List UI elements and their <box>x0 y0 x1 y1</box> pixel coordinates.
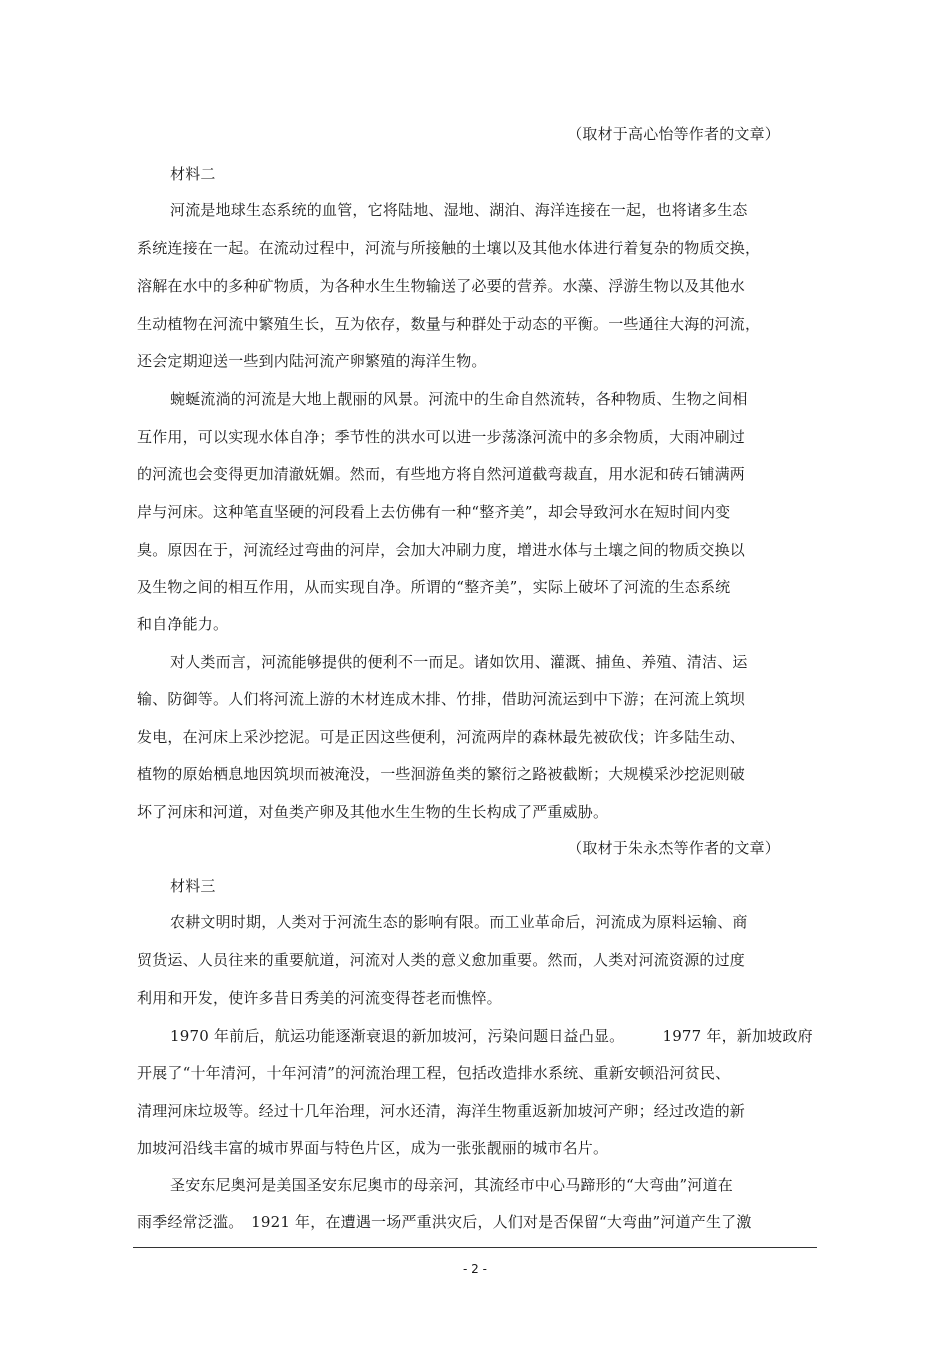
footer-divider <box>133 1247 817 1248</box>
paragraph-line: 利用和开发，使许多昔日秀美的河流变得苍老而憔悴。 <box>137 989 502 1007</box>
material-3-heading: 材料三 <box>170 877 216 895</box>
paragraph-line: 贸货运、人员往来的重要航道，河流对人类的意义愈加重要。然而，人类对河流资源的过度 <box>137 951 746 969</box>
paragraph-line: 蜿蜒流淌的河流是大地上靓丽的风景。河流中的生命自然流转，各种物质、生物之间相 <box>170 390 748 408</box>
paragraph-line: 河流是地球生态系统的血管，它将陆地、湿地、湖泊、海洋连接在一起，也将诸多生态 <box>170 201 748 219</box>
paragraph-line: 加坡河沿线丰富的城市界面与特色片区，成为一张张靓丽的城市名片。 <box>137 1139 609 1157</box>
paragraph-line: 对人类而言，河流能够提供的便利不一而足。诸如饮用、灌溉、捕鱼、养殖、清洁、运 <box>170 653 748 671</box>
page-number: - 2 - <box>463 1262 487 1276</box>
paragraph-line: 互作用，可以实现水体自净；季节性的洪水可以进一步荡涤河流中的多余物质，大雨冲刷过 <box>137 428 746 446</box>
paragraph-line: 生动植物在河流中繁殖生长，互为依存，数量与种群处于动态的平衡。一些通往大海的河流， <box>137 315 761 333</box>
paragraph-line: 圣安东尼奥河是美国圣安东尼奥市的母亲河，其流经市中心马蹄形的“大弯曲”河道在 <box>170 1176 733 1194</box>
paragraph-line: 雨季经常泛滥。 1921 年，在遭遇一场严重洪灾后，人们对是否保留“大弯曲”河道产生了激 <box>137 1213 752 1231</box>
paragraph-line: 系统连接在一起。在流动过程中，河流与所接触的土壤以及其他水体进行着复杂的物质交换， <box>137 239 761 257</box>
paragraph-line: 及生物之间的相互作用，从而实现自净。所谓的“整齐美”，实际上破坏了河流的生态系统 <box>137 578 731 596</box>
paragraph-line: 植物的原始栖息地因筑坝而被淹没，一些洄游鱼类的繁衍之路被截断；大规模采沙挖泥则破 <box>137 765 746 783</box>
paragraph-line: 开展了“十年清河，十年河清”的河流治理工程，包括改造排水系统、重新安顿沿河贫民、 <box>137 1064 731 1082</box>
source-citation-2: （取材于朱永杰等作者的文章） <box>567 839 780 857</box>
source-citation-1: （取材于高心怡等作者的文章） <box>567 125 780 143</box>
paragraph-line: 发电，在河床上采沙挖泥。可是正因这些便利，河流两岸的森林最先被砍伐；许多陆生动、 <box>137 728 746 746</box>
paragraph-line: 和自净能力。 <box>137 615 229 633</box>
paragraph-line: 还会定期迎送一些到内陆河流产卵繁殖的海洋生物。 <box>137 352 487 370</box>
paragraph-line: 输、防御等。人们将河流上游的木材连成木排、竹排，借助河流运到中下游；在河流上筑坝 <box>137 690 746 708</box>
paragraph-line: 臭。原因在于，河流经过弯曲的河岸，会加大冲刷力度，增进水体与土壤之间的物质交换以 <box>137 541 746 559</box>
paragraph-line: 坏了河床和河道，对鱼类产卵及其他水生生物的生长构成了严重威胁。 <box>137 803 609 821</box>
paragraph-line: 农耕文明时期，人类对于河流生态的影响有限。而工业革命后，河流成为原料运输、商 <box>170 913 748 931</box>
paragraph-line: 岸与河床。这种笔直坚硬的河段看上去仿佛有一种“整齐美”，却会导致河水在短时间内变 <box>137 503 731 521</box>
paragraph-line: 的河流也会变得更加清澈妩媚。然而，有些地方将自然河道截弯裁直，用水泥和砖石铺满两 <box>137 465 746 483</box>
material-2-heading: 材料二 <box>170 165 216 183</box>
paragraph-line: 溶解在水中的多种矿物质，为各种水生生物输送了必要的营养。水藻、浮游生物以及其他水 <box>137 277 746 295</box>
paragraph-line: 1970 年前后，航运功能逐渐衰退的新加坡河，污染问题日益凸显。 1977 年，新加坡政府 <box>170 1027 813 1045</box>
paragraph-line: 清理河床垃圾等。经过十几年治理，河水还清，海洋生物重返新加坡河产卵；经过改造的新 <box>137 1102 746 1120</box>
